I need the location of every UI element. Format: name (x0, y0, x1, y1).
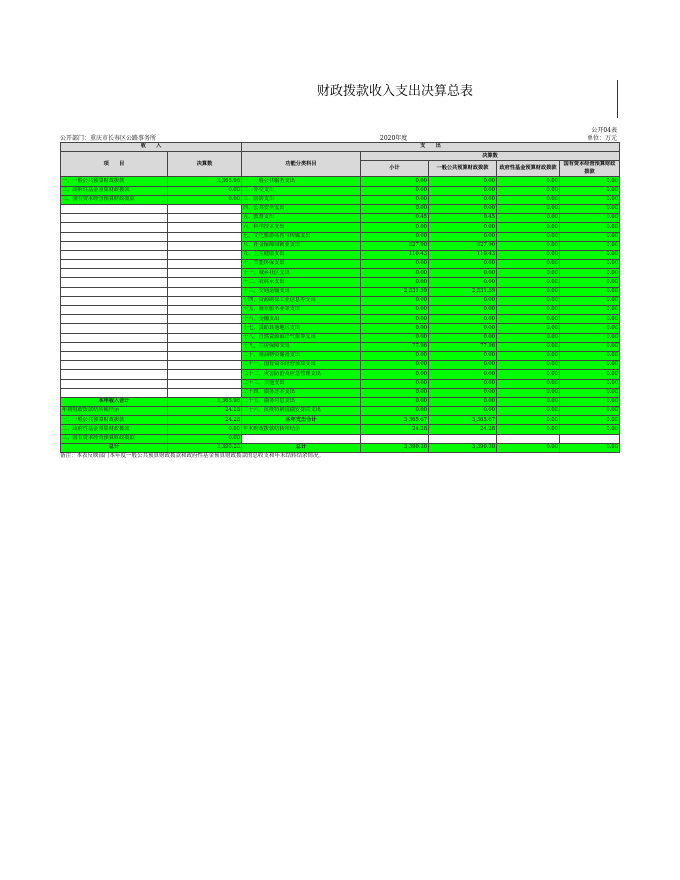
expense-item-cell: 三、国防支出 (242, 195, 361, 204)
expense-value-cell: 110.43 (361, 250, 429, 259)
income-amount-cell: 0.00 (168, 195, 242, 204)
expense-item-cell: 十一、城乡社区支出 (242, 269, 361, 278)
expense-value-cell: 0.45 (361, 214, 429, 223)
income-item-cell (61, 296, 168, 305)
expense-item-cell: 二十五、债务付息支出 (242, 397, 361, 406)
income-amount-cell (168, 370, 242, 379)
expense-value-cell: 0.00 (361, 370, 429, 379)
expense-value-cell: 0.00 (560, 315, 620, 324)
expense-value-cell: 0.00 (560, 425, 620, 434)
income-amount-cell: 3,390.20 (168, 443, 242, 452)
department-label: 公开部门：重庆市长寿区公路事务所 (60, 135, 157, 142)
table-row (61, 351, 620, 360)
income-item-cell (61, 287, 168, 296)
expense-value-cell: 0.00 (361, 186, 429, 195)
expense-item-cell: 二、外交支出 (242, 186, 361, 195)
expense-value-cell: 0.00 (497, 315, 560, 324)
expense-header: 支 出 (242, 143, 620, 152)
income-amount-cell (168, 388, 242, 397)
table-row (61, 306, 620, 315)
expense-value-cell: 0.00 (361, 315, 429, 324)
expense-value-cell: 0.00 (560, 388, 620, 397)
table-row (61, 333, 620, 342)
income-item-cell (61, 260, 168, 269)
budget-table (60, 142, 620, 453)
expense-item-cell: 九、卫生健康支出 (242, 250, 361, 259)
income-item-cell (61, 315, 168, 324)
income-amount-cell: 0.00 (168, 186, 242, 195)
expense-value-cell: 0.00 (560, 214, 620, 223)
state-capital-header: 国有资本经营预算财政拨款 (560, 161, 620, 177)
expense-value-cell: 3,390.20 (361, 443, 429, 452)
expense-value-cell: 0.00 (497, 306, 560, 315)
expense-value-cell: 0.00 (497, 425, 560, 434)
income-header: 收 入 (61, 143, 242, 152)
income-amount-cell (168, 223, 242, 232)
expense-value-cell: 0.00 (560, 296, 620, 305)
expense-value-cell: 0.00 (497, 388, 560, 397)
expense-value-cell: 627.90 (361, 241, 429, 250)
expense-value-cell: 0.00 (560, 232, 620, 241)
expense-value-cell: 0.00 (361, 351, 429, 360)
expense-value-cell: 0.00 (497, 214, 560, 223)
expense-value-cell: 0.00 (429, 370, 497, 379)
expense-value-cell: 0.00 (429, 204, 497, 213)
table-row (61, 260, 620, 269)
table-body (61, 177, 620, 453)
expense-value-cell: 0.00 (429, 260, 497, 269)
expense-value-cell: 0.00 (361, 397, 429, 406)
expense-value-cell (361, 434, 429, 443)
expense-value-cell: 77.96 (429, 342, 497, 351)
expense-value-cell: 0.00 (497, 397, 560, 406)
income-amount-cell (168, 342, 242, 351)
expense-value-cell: 0.00 (429, 269, 497, 278)
income-amount-cell (168, 351, 242, 360)
income-item-cell (61, 342, 168, 351)
expense-value-cell: 0.00 (497, 342, 560, 351)
expense-value-cell: 0.00 (560, 250, 620, 259)
expense-value-cell: 0.00 (429, 223, 497, 232)
expense-value-cell: 0.00 (361, 379, 429, 388)
table-row (61, 434, 620, 443)
expense-value-cell: 2,531.59 (361, 287, 429, 296)
income-item-cell (61, 388, 168, 397)
expense-item-cell: 二十、粮油物资储备支出 (242, 351, 361, 360)
expense-value-cell: 0.00 (429, 195, 497, 204)
income-item-cell: 三、国有资本经营预算财政拨款 (61, 195, 168, 204)
unit-label: 单位：万元 (586, 135, 617, 142)
table-row (61, 397, 620, 406)
expense-value-cell: 0.00 (361, 278, 429, 287)
expense-value-cell: 0.00 (361, 260, 429, 269)
expense-value-cell (429, 434, 497, 443)
func-class-header: 功能分类科目 (242, 152, 361, 177)
table-row (61, 370, 620, 379)
expense-value-cell: 0.00 (497, 287, 560, 296)
expense-value-cell: 0.00 (497, 250, 560, 259)
income-item-cell (61, 370, 168, 379)
table-row (61, 223, 620, 232)
expense-value-cell: 0.00 (497, 232, 560, 241)
expense-value-cell: 0.00 (429, 315, 497, 324)
table-row (61, 269, 620, 278)
expense-value-cell: 0.00 (560, 278, 620, 287)
expense-value-cell: 0.00 (361, 407, 429, 416)
income-item-cell: 一、一般公共预算财政拨款 (61, 177, 168, 186)
item-header: 项 目 (61, 152, 168, 177)
expense-value-cell: 0.00 (560, 204, 620, 213)
table-row (61, 287, 620, 296)
income-item-cell: 一、一般公共预算财政拨款 (61, 416, 168, 425)
table-row (61, 204, 620, 213)
income-amount-cell (168, 250, 242, 259)
income-amount-cell (168, 306, 242, 315)
year-label: 2020年度 (380, 135, 408, 142)
expense-value-cell: 0.00 (497, 324, 560, 333)
expense-item-cell: 二十四、债务还本支出 (242, 388, 361, 397)
expense-value-cell: 627.90 (429, 241, 497, 250)
expense-item-cell: 十三、交通运输支出 (242, 287, 361, 296)
gov-fund-header: 政府性基金预算财政拨款 (497, 161, 560, 177)
table-row (61, 241, 620, 250)
income-item-cell: 三、国有资本经营预算财政拨款 (61, 434, 168, 443)
income-amount-cell: 3,365.96 (168, 177, 242, 186)
expense-item-cell: 本年支出合计 (242, 416, 361, 425)
expense-value-cell: 0.00 (361, 306, 429, 315)
expense-value-cell: 0.00 (361, 232, 429, 241)
expense-value-cell: 0.00 (497, 443, 560, 452)
income-item-cell (61, 333, 168, 342)
expense-value-cell: 0.00 (361, 195, 429, 204)
expense-item-cell: 年末财政拨款结转和结余 (242, 425, 361, 434)
expense-value-cell: 0.00 (560, 351, 620, 360)
expense-value-cell: 0.00 (560, 443, 620, 452)
table-row (61, 425, 620, 434)
income-amount-cell: 24.28 (168, 416, 242, 425)
income-amount-cell (168, 379, 242, 388)
form-code: 公开04表 (591, 127, 617, 134)
income-amount-cell (168, 324, 242, 333)
income-amount-cell (168, 269, 242, 278)
expense-value-cell: 0.00 (429, 278, 497, 287)
income-item-cell (61, 241, 168, 250)
expense-value-cell: 0.00 (361, 204, 429, 213)
expense-value-cell: 0.00 (497, 333, 560, 342)
expense-value-cell: 0.00 (560, 241, 620, 250)
expense-value-cell: 0.00 (560, 342, 620, 351)
expense-value-cell: 0.00 (429, 397, 497, 406)
income-amount-cell (168, 296, 242, 305)
expense-value-cell: 3,365.67 (429, 416, 497, 425)
income-item-cell (61, 250, 168, 259)
expense-value-cell: 0.00 (429, 232, 497, 241)
expense-value-cell: 0.45 (429, 214, 497, 223)
expense-value-cell: 0.00 (429, 388, 497, 397)
expense-value-cell: 0.00 (497, 296, 560, 305)
table-row (61, 232, 620, 241)
expense-value-cell: 0.00 (429, 324, 497, 333)
table-row (61, 296, 620, 305)
income-item-cell: 年初财政拨款结转和结余 (61, 407, 168, 416)
expense-value-cell: 0.00 (497, 379, 560, 388)
expense-value-cell: 0.00 (560, 361, 620, 370)
income-item-cell: 总计 (61, 443, 168, 452)
expense-value-cell: 0.00 (560, 333, 620, 342)
table-row (61, 195, 620, 204)
table-row (61, 250, 620, 259)
table-row (61, 278, 620, 287)
expense-value-cell: 0.00 (560, 370, 620, 379)
expense-value-cell: 0.00 (429, 351, 497, 360)
expense-item-cell: 十二、农林水支出 (242, 278, 361, 287)
expense-value-cell: 0.00 (560, 287, 620, 296)
expense-item-cell: 十八、自然资源海洋气象等支出 (242, 333, 361, 342)
expense-item-cell: 五、教育支出 (242, 214, 361, 223)
expense-item-cell: 二十三、其他支出 (242, 379, 361, 388)
table-row (61, 361, 620, 370)
expense-value-cell: 0.00 (560, 407, 620, 416)
expense-item-cell: 八、社会保障和就业支出 (242, 241, 361, 250)
expense-value-cell: 0.00 (361, 324, 429, 333)
expense-value-cell: 0.00 (560, 416, 620, 425)
income-item-cell (61, 214, 168, 223)
expense-item-cell: 十四、资源勘探工业信息等支出 (242, 296, 361, 305)
expense-item-cell: 十七、援助其他地区支出 (242, 324, 361, 333)
expense-value-cell: 0.00 (361, 333, 429, 342)
income-amount-header: 决算数 (168, 152, 242, 177)
expense-item-cell: 四、公共安全支出 (242, 204, 361, 213)
expense-value-cell: 0.00 (497, 416, 560, 425)
expense-value-cell: 0.00 (429, 296, 497, 305)
expense-value-cell: 0.00 (429, 361, 497, 370)
expense-value-cell: 0.00 (560, 223, 620, 232)
expense-value-cell: 0.00 (361, 269, 429, 278)
expense-value-cell: 0.00 (497, 186, 560, 195)
expense-item-cell: 一、一般公共服务支出 (242, 177, 361, 186)
expense-value-cell: 0.00 (560, 195, 620, 204)
expense-value-cell: 24.28 (429, 425, 497, 434)
expense-value-cell: 0.00 (497, 204, 560, 213)
footnote: 备注：本表反映部门本年度一般公共预算财政拨款和政府性基金预算财政拨款的总收支和年末结转结余情况。 (60, 453, 325, 459)
income-item-cell (61, 306, 168, 315)
income-amount-cell: 3,365.96 (168, 397, 242, 406)
expense-value-cell: 0.00 (560, 397, 620, 406)
income-item-cell (61, 278, 168, 287)
expense-value-cell: 0.00 (497, 177, 560, 186)
expense-value-cell: 24.28 (361, 425, 429, 434)
report-title: 财政拨款收入支出决算总表 (316, 84, 473, 99)
expense-item-cell: 十五、商业服务业等支出 (242, 306, 361, 315)
income-amount-cell (168, 204, 242, 213)
expense-value-cell: 0.00 (361, 388, 429, 397)
expense-value-cell: 110.43 (429, 250, 497, 259)
income-item-cell (61, 223, 168, 232)
income-amount-cell (168, 260, 242, 269)
expense-value-cell: 0.00 (429, 306, 497, 315)
income-item-cell (61, 361, 168, 370)
expense-value-cell: 3,390.20 (429, 443, 497, 452)
income-item-cell: 本年收入合计 (61, 397, 168, 406)
income-amount-cell (168, 214, 242, 223)
income-amount-cell: 0.00 (168, 425, 242, 434)
expense-value-cell: 0.00 (361, 223, 429, 232)
income-amount-cell (168, 241, 242, 250)
table-row (61, 315, 620, 324)
expense-value-cell: 0.00 (497, 278, 560, 287)
income-amount-cell (168, 361, 242, 370)
expense-item-cell: 七、文化旅游体育与传媒支出 (242, 232, 361, 241)
expense-value-cell: 0.00 (429, 379, 497, 388)
expense-value-cell: 3,365.67 (361, 416, 429, 425)
expense-item-cell: 二十六、抗疫特别国债安排的支出 (242, 407, 361, 416)
expense-item-cell: 总计 (242, 443, 361, 452)
income-item-cell: 二、政府性基金预算财政拨款 (61, 186, 168, 195)
expense-value-cell: 0.00 (497, 269, 560, 278)
income-item-cell (61, 204, 168, 213)
expense-value-cell: 0.00 (361, 177, 429, 186)
table-row (61, 379, 620, 388)
income-amount-cell: 24.28 (168, 407, 242, 416)
income-item-cell (61, 351, 168, 360)
expense-item-cell: 十九、住房保障支出 (242, 342, 361, 351)
expense-value-cell: 0.00 (560, 260, 620, 269)
expense-value-cell (560, 434, 620, 443)
expense-value-cell: 0.00 (361, 296, 429, 305)
income-item-cell (61, 324, 168, 333)
income-amount-cell (168, 232, 242, 241)
expense-value-cell: 0.00 (429, 186, 497, 195)
expense-item-cell: 十、节能环保支出 (242, 260, 361, 269)
expense-value-cell: 77.96 (361, 342, 429, 351)
expense-item-cell: 二十二、灾害防治及应急管理支出 (242, 370, 361, 379)
subtotal-header: 小计 (361, 161, 429, 177)
expense-value-cell (497, 434, 560, 443)
expense-value-cell: 0.00 (560, 186, 620, 195)
expense-value-cell: 0.00 (560, 177, 620, 186)
income-item-cell (61, 232, 168, 241)
expense-item-cell: 十六、金融支出 (242, 315, 361, 324)
expense-value-cell: 2,531.59 (429, 287, 497, 296)
expense-value-cell: 0.00 (497, 223, 560, 232)
income-item-cell (61, 269, 168, 278)
expense-value-cell: 0.00 (497, 361, 560, 370)
expense-amount-header: 决算数 (361, 152, 620, 161)
expense-value-cell: 0.00 (497, 351, 560, 360)
expense-value-cell: 0.00 (497, 195, 560, 204)
table-row (61, 342, 620, 351)
expense-item-cell (242, 434, 361, 443)
expense-value-cell: 0.00 (429, 333, 497, 342)
table-row (61, 324, 620, 333)
expense-item-cell: 六、科学技术支出 (242, 223, 361, 232)
table-row (61, 186, 620, 195)
expense-value-cell: 0.00 (429, 177, 497, 186)
income-item-cell (61, 379, 168, 388)
table-row (61, 388, 620, 397)
table-row (61, 214, 620, 223)
general-budget-header: 一般公共预算财政拨款 (429, 161, 497, 177)
income-amount-cell (168, 333, 242, 342)
expense-value-cell: 0.00 (429, 407, 497, 416)
income-amount-cell (168, 287, 242, 296)
expense-value-cell: 0.00 (560, 379, 620, 388)
income-amount-cell (168, 315, 242, 324)
table-row (61, 407, 620, 416)
expense-value-cell: 0.00 (560, 306, 620, 315)
table-row (61, 416, 620, 425)
income-amount-cell (168, 278, 242, 287)
expense-item-cell: 二十一、国有资本经营预算支出 (242, 361, 361, 370)
income-item-cell: 二、政府性基金预算财政拨款 (61, 425, 168, 434)
expense-value-cell: 0.00 (497, 370, 560, 379)
expense-value-cell: 0.00 (497, 241, 560, 250)
expense-value-cell: 0.00 (497, 407, 560, 416)
expense-value-cell: 0.00 (497, 260, 560, 269)
table-row (61, 177, 620, 186)
expense-value-cell: 0.00 (560, 269, 620, 278)
expense-value-cell: 0.00 (560, 324, 620, 333)
income-amount-cell: 0.00 (168, 434, 242, 443)
expense-value-cell: 0.00 (361, 361, 429, 370)
